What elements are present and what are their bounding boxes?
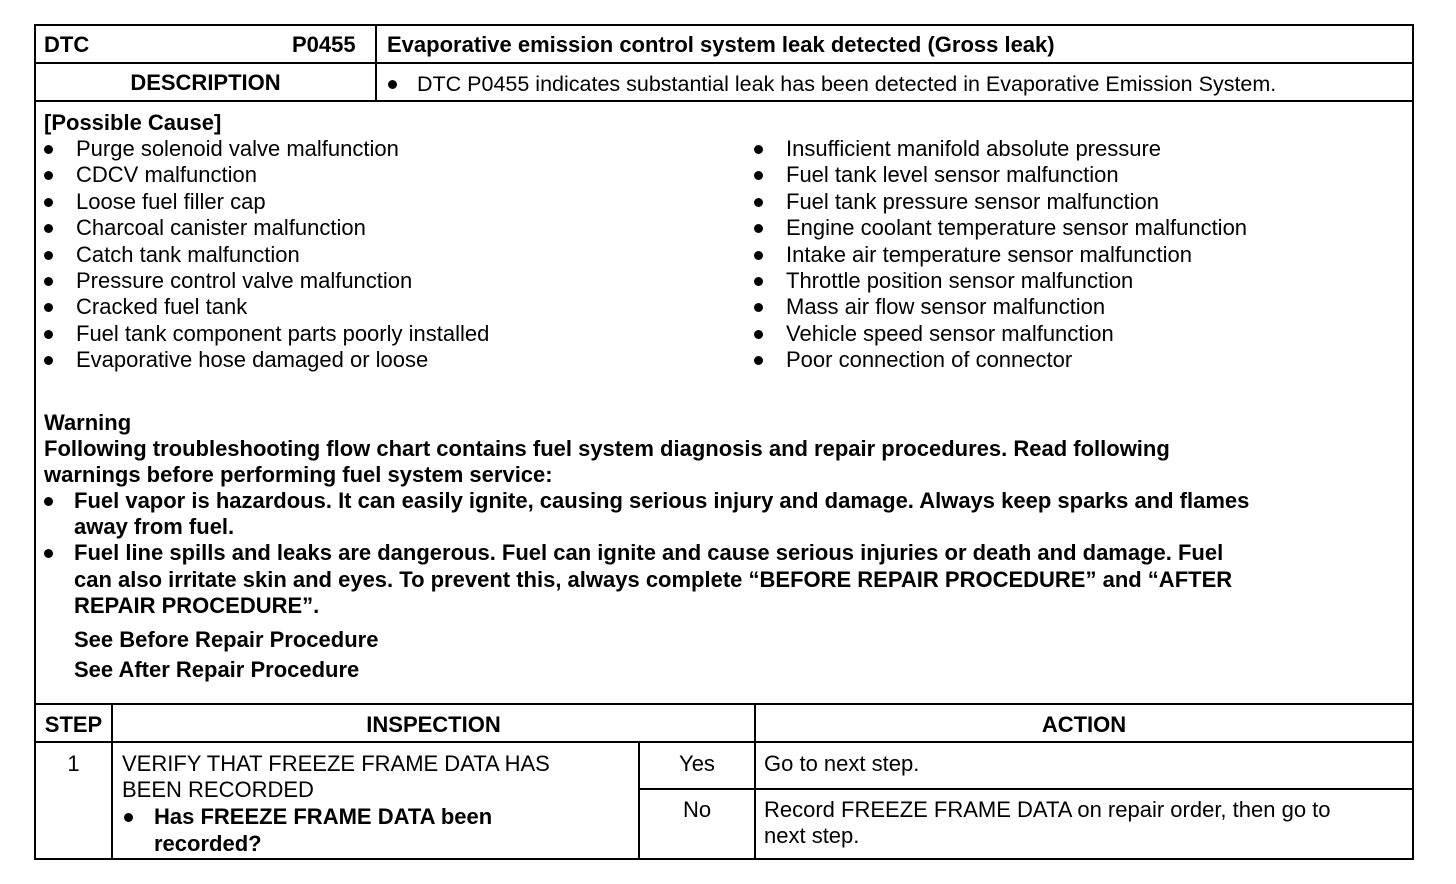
cause-text: Fuel tank pressure sensor malfunction: [786, 188, 1159, 214]
list-item: [754, 189, 1394, 215]
possible-cause-list-left: [44, 136, 724, 374]
list-item: [754, 294, 1394, 320]
step-column-header: STEP: [44, 712, 103, 737]
list-item: [44, 162, 724, 188]
bullet-icon: [44, 277, 53, 286]
cause-text: Loose fuel filler cap: [76, 188, 266, 214]
cause-text: Charcoal canister malfunction: [76, 215, 366, 241]
bullet-icon: [44, 303, 53, 312]
cause-text: Cracked fuel tank: [76, 294, 248, 320]
warning-intro: warnings before performing fuel system service:: [44, 462, 553, 487]
action-text: Go to next step.: [764, 751, 920, 776]
bullet-icon: [44, 497, 53, 506]
action-text: next step.: [764, 823, 860, 848]
bullet-icon: [754, 356, 763, 365]
cause-text: Mass air flow sensor malfunction: [786, 294, 1106, 320]
bullet-icon: [44, 356, 53, 365]
possible-cause-list-right: [754, 136, 1394, 374]
cause-text: Purge solenoid valve malfunction: [76, 136, 399, 161]
list-item: [44, 268, 724, 294]
list-item: [44, 347, 724, 373]
inspection-text: BEEN RECORDED: [122, 777, 314, 802]
description-label: DESCRIPTION: [130, 70, 281, 95]
cause-text: CDCV malfunction: [76, 162, 257, 188]
dtc-title: Evaporative emission control system leak detected (Gross leak): [387, 32, 1055, 57]
cause-text: Throttle position sensor malfunction: [786, 267, 1134, 293]
dtc-code: P0455: [292, 32, 356, 57]
bullet-icon: [44, 171, 53, 180]
step-number: 1: [67, 751, 80, 776]
bullet-icon: [44, 330, 53, 339]
before-repair-link[interactable]: See Before Repair Procedure: [74, 627, 379, 652]
bullet-icon: [754, 224, 763, 233]
cause-text: Pressure control valve malfunction: [76, 267, 413, 293]
list-item: [754, 215, 1394, 241]
warning-item: Fuel vapor is hazardous. It can easily ignite, causing serious injury and damage. Always keep sparks and flames: [74, 488, 1250, 513]
bullet-icon: [754, 330, 763, 339]
divider: [36, 741, 1412, 743]
list-item: [44, 136, 724, 162]
list-item: [754, 242, 1394, 268]
bullet-icon: [124, 813, 133, 822]
list-item: [44, 321, 724, 347]
bullet-icon: [754, 251, 763, 260]
dtc-procedure-sheet: [34, 24, 1414, 860]
inspection-column-header: INSPECTION: [366, 712, 501, 737]
bullet-icon: [44, 251, 53, 260]
inspection-question: recorded?: [154, 831, 262, 856]
cause-text: Fuel tank component parts poorly installed: [76, 320, 490, 346]
list-item: [754, 162, 1394, 188]
list-item: [44, 215, 724, 241]
answer-yes: Yes: [679, 751, 715, 776]
bullet-icon: [44, 224, 53, 233]
bullet-icon: [754, 277, 763, 286]
bullet-icon: [388, 80, 397, 89]
bullet-icon: [754, 198, 763, 207]
bullet-icon: [754, 171, 763, 180]
list-item: [44, 189, 724, 215]
cause-text: Catch tank malfunction: [76, 241, 300, 267]
warning-intro: Following troubleshooting flow chart contains fuel system diagnosis and repair procedures. Read following: [44, 436, 1170, 461]
action-text: Record FREEZE FRAME DATA on repair order, then go to: [764, 797, 1331, 822]
cause-text: Vehicle speed sensor malfunction: [786, 320, 1114, 346]
cause-text: Engine coolant temperature sensor malfunction: [786, 215, 1248, 241]
warning-heading: Warning: [44, 410, 132, 435]
cause-text: Poor connection of connector: [786, 347, 1073, 373]
cause-text: Evaporative hose damaged or loose: [76, 347, 429, 373]
warning-item: Fuel line spills and leaks are dangerous. Fuel can ignite and cause serious injuries or death and damage. Fuel: [74, 540, 1224, 565]
divider: [638, 788, 1412, 790]
bullet-icon: [754, 303, 763, 312]
bullet-icon: [754, 145, 763, 154]
divider: [375, 26, 377, 102]
bullet-icon: [44, 549, 53, 558]
cause-text: Insufficient manifold absolute pressure: [786, 136, 1162, 161]
list-item: [754, 136, 1394, 162]
list-item: [754, 321, 1394, 347]
warning-item: can also irritate skin and eyes. To prevent this, always complete “BEFORE REPAIR PROCEDURE” and “AFTER: [74, 567, 1233, 592]
dtc-label: DTC: [44, 32, 90, 57]
inspection-question: Has FREEZE FRAME DATA been: [154, 804, 493, 829]
cause-text: Fuel tank level sensor malfunction: [786, 162, 1119, 188]
cause-text: Intake air temperature sensor malfunction: [786, 241, 1192, 267]
bullet-icon: [44, 198, 53, 207]
warning-item: away from fuel.: [74, 514, 235, 539]
answer-no: No: [682, 797, 712, 822]
inspection-text: VERIFY THAT FREEZE FRAME DATA HAS: [122, 751, 550, 776]
divider: [36, 100, 1412, 102]
list-item: [44, 242, 724, 268]
list-item: [754, 268, 1394, 294]
action-column-header: ACTION: [1041, 712, 1127, 737]
warning-item: REPAIR PROCEDURE”.: [74, 593, 320, 618]
bullet-icon: [44, 145, 53, 154]
list-item: [754, 347, 1394, 373]
divider: [36, 703, 1412, 705]
description-text: DTC P0455 indicates substantial leak has been detected in Evaporative Emission System.: [417, 72, 1277, 96]
after-repair-link[interactable]: See After Repair Procedure: [74, 657, 360, 682]
possible-cause-heading: [Possible Cause]: [44, 110, 222, 135]
list-item: [44, 294, 724, 320]
divider: [36, 62, 1412, 64]
